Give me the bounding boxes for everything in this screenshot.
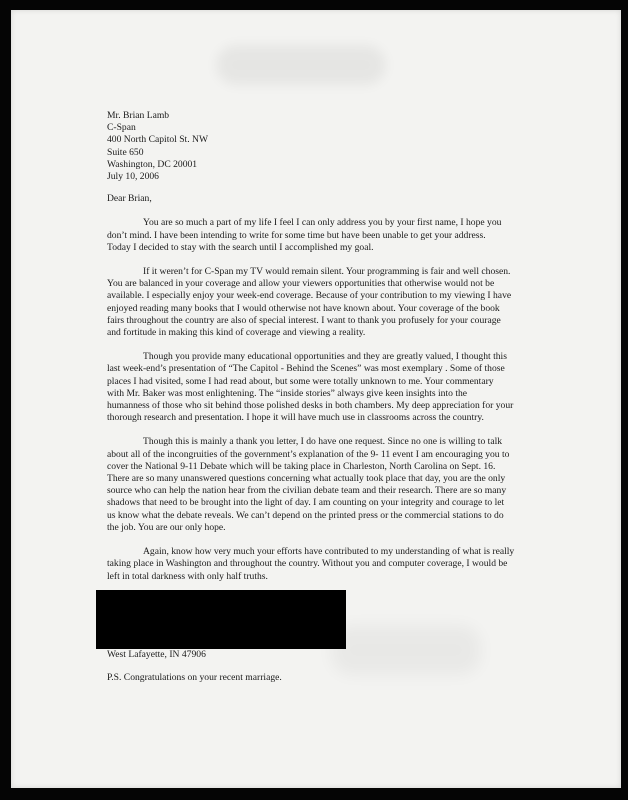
paragraphs: [107, 217, 553, 582]
paragraph-line: taking place in Washington and throughout the country. Without you and computer coverage, I would be: [107, 558, 508, 570]
paragraph-line: thorough research and presentation. I hope it will have much use in classrooms across the country.: [107, 412, 484, 424]
recipient-address: [107, 110, 553, 183]
redaction-block: [96, 590, 346, 649]
recipient-name: Mr. Brian Lamb: [107, 110, 170, 121]
paragraph-line: Though this is mainly a thank you letter, I do have one request. Since no one is willing to talk: [143, 436, 503, 448]
salutation: Dear Brian,: [107, 193, 152, 205]
paragraph-line: fairs throughout the country are also of special interest. I want to thank you profusely for your courage: [107, 314, 501, 326]
paragraph-line: about all of the incongruities of the government’s explanation of the 9- 11 event I am encouraging you to: [107, 448, 510, 460]
paragraph-line: shadows that need to be brought into the light of day. I am counting on your integrity and courage to let: [107, 497, 505, 509]
paragraph-line: left in total darkness with only half truths.: [107, 570, 268, 582]
paragraph-line: places I had visited, some I had read about, but some were totally unknown to me. Your commentary: [107, 375, 494, 387]
paragraph-line: enjoyed reading many books that I would otherwise not have known about. Your coverage of the book: [107, 302, 500, 314]
paragraph-line: If it weren’t for C-Span my TV would remain silent. Your programming is fair and well chosen.: [143, 266, 511, 278]
paragraph-line: You are balanced in your coverage and allow your viewers opportunities that otherwise would not be: [107, 278, 495, 290]
paragraph-line: You are so much a part of my life I feel I can only address you by your first name, I hope you: [143, 217, 502, 229]
sender-city: West Lafayette, IN 47906: [107, 649, 206, 660]
letter-paragraph: [107, 436, 553, 534]
paragraph-line: last week-end’s presentation of “The Capitol - Behind the Scenes” was most exemplary . Some of those: [107, 363, 505, 375]
paragraph-line: cover the National 9-11 Debate which will be taking place in Charleston, North Carolina on Sept. 16.: [107, 460, 496, 472]
letter-page: [11, 10, 621, 788]
recipient-org: C-Span: [107, 122, 136, 134]
paragraph-line: There are so many unanswered questions concerning what actually took place that day, you are the only: [107, 473, 506, 485]
letter-date: July 10, 2006: [107, 171, 159, 183]
letter-paragraph: [107, 217, 553, 254]
letter-paragraph: [107, 546, 553, 583]
paragraph-line: source who can help the nation hear from the civilian debate team and their research. There are so many: [107, 485, 507, 497]
paragraph-line: Though you provide many educational opportunities and they are greatly valued, I thought this: [143, 351, 507, 363]
paragraph-line: don’t mind. I have been intending to write for some time but have been unable to get your address.: [107, 229, 486, 241]
paragraph-line: humanness of those who sit behind those polished desks in both chambers. My deep appreciation for your: [107, 400, 514, 412]
letter-paragraph: [107, 351, 553, 424]
recipient-city: Washington, DC 20001: [107, 158, 198, 170]
postscript: P.S. Congratulations on your recent marriage.: [107, 672, 282, 683]
paragraph-line: with Mr. Baker was most enlightening. The “inside stories” always give keen insights into the: [107, 387, 468, 399]
paragraph-line: Again, know how very much your efforts have contributed to my understanding of what is really: [143, 546, 515, 558]
letter-body: [107, 110, 553, 607]
paragraph-line: the job. You are our only hope.: [107, 521, 226, 533]
recipient-suite: Suite 650: [107, 146, 144, 158]
paragraph-line: us know what the debate reveals. We can’t depend on the printed press or the commercial stations to do: [107, 509, 504, 521]
bleed-through-mark: [331, 625, 481, 675]
paragraph-line: Today I decided to stay with the search until I accomplished my goal.: [107, 241, 374, 253]
paragraph-line: and fortitude in making this kind of coverage and viewing a reality.: [107, 327, 366, 339]
paragraph-line: available. I especially enjoy your week-end coverage. Because of your contribution to my viewing I have: [107, 290, 512, 302]
recipient-street: 400 North Capitol St. NW: [107, 134, 208, 146]
bleed-through-mark: [216, 45, 386, 85]
letter-paragraph: [107, 266, 553, 339]
